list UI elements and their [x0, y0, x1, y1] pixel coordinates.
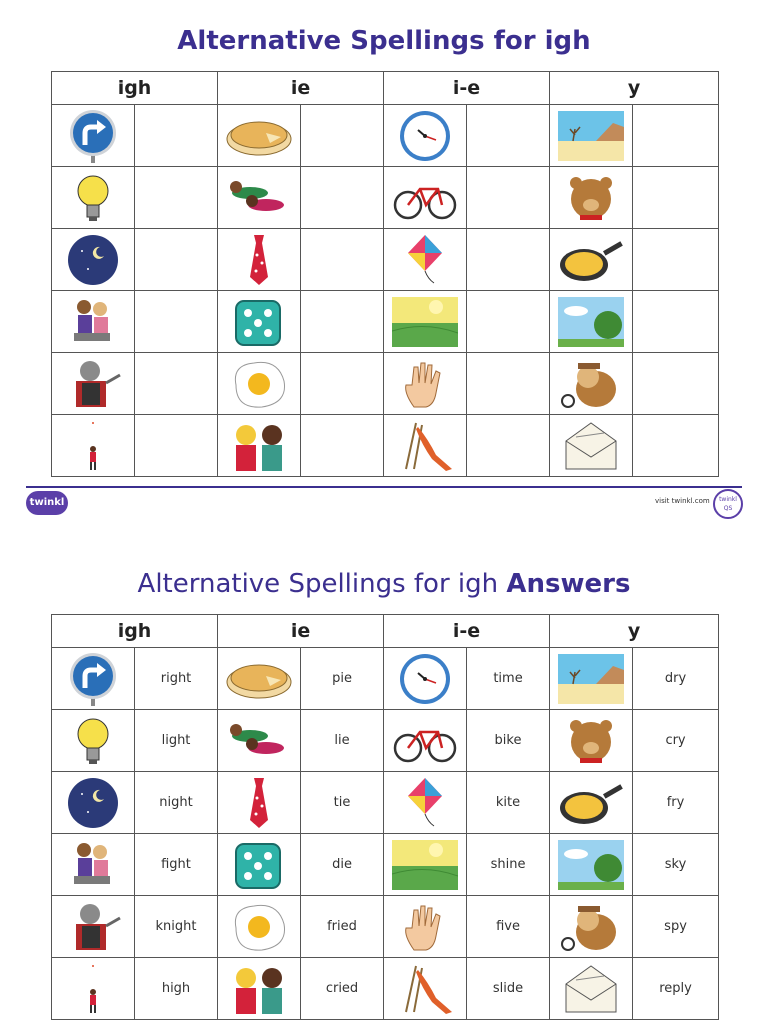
night-sky-icon	[60, 233, 126, 287]
picture-cell	[52, 834, 135, 896]
answer-cell: cried	[301, 958, 384, 1020]
picture-cell	[218, 834, 301, 896]
picture-cell	[550, 105, 633, 167]
die-icon	[226, 838, 292, 892]
right-turn-sign-icon	[60, 109, 126, 163]
sunshine-landscape-icon	[392, 295, 458, 349]
header-y: y	[550, 72, 719, 105]
picture-cell	[218, 958, 301, 1020]
light-bulb-icon	[60, 714, 126, 768]
picture-cell	[384, 291, 467, 353]
picture-cell	[550, 896, 633, 958]
worksheet-title: Alternative Spellings for igh	[177, 26, 591, 56]
blank-answer-cell[interactable]	[633, 291, 719, 353]
blank-answer-cell[interactable]	[135, 291, 218, 353]
picture-cell	[384, 415, 467, 477]
blank-answer-cell[interactable]	[301, 229, 384, 291]
picture-cell	[52, 772, 135, 834]
lying-children-icon	[226, 714, 292, 768]
picture-cell	[52, 105, 135, 167]
table-row	[52, 896, 719, 958]
blank-answer-cell[interactable]	[633, 167, 719, 229]
picture-cell	[550, 834, 633, 896]
answers-header-igh: igh	[52, 615, 218, 648]
knight-icon	[60, 357, 126, 411]
answer-cell: knight	[135, 896, 218, 958]
picture-cell	[550, 648, 633, 710]
answer-cell: sky	[633, 834, 719, 896]
light-bulb-icon	[60, 171, 126, 225]
picture-cell	[52, 229, 135, 291]
answers-header-i-e: i-e	[384, 615, 550, 648]
high-person-icon	[60, 419, 126, 473]
answers-header-ie: ie	[218, 615, 384, 648]
blank-answer-cell[interactable]	[633, 415, 719, 477]
picture-cell	[550, 291, 633, 353]
picture-cell	[218, 229, 301, 291]
picture-cell	[52, 353, 135, 415]
blank-answer-cell[interactable]	[301, 291, 384, 353]
picture-cell	[550, 167, 633, 229]
hand-five-icon	[392, 357, 458, 411]
answer-cell: dry	[633, 648, 719, 710]
picture-cell	[218, 648, 301, 710]
crying-bear-icon	[558, 171, 624, 225]
pie-icon	[226, 109, 292, 163]
answers-title	[0, 569, 768, 599]
table-row	[52, 710, 719, 772]
spy-dog-icon	[558, 357, 624, 411]
header-row	[52, 72, 719, 105]
answer-cell: kite	[467, 772, 550, 834]
answers-title-bold: Answers	[506, 569, 631, 599]
blank-answer-cell[interactable]	[135, 167, 218, 229]
answer-cell: cry	[633, 710, 719, 772]
blank-answer-cell[interactable]	[301, 353, 384, 415]
spy-dog-icon	[558, 900, 624, 954]
blank-answer-cell[interactable]	[135, 353, 218, 415]
picture-cell	[550, 772, 633, 834]
picture-cell	[550, 229, 633, 291]
kite-icon	[392, 776, 458, 830]
picture-cell	[384, 896, 467, 958]
picture-cell	[384, 105, 467, 167]
answer-cell: time	[467, 648, 550, 710]
picture-cell	[384, 772, 467, 834]
table-row	[52, 167, 719, 229]
blank-answer-cell[interactable]	[633, 229, 719, 291]
blank-answer-cell[interactable]	[633, 105, 719, 167]
picture-cell	[218, 353, 301, 415]
slide-icon	[392, 419, 458, 473]
footer-divider	[26, 486, 742, 488]
answers-table	[51, 614, 719, 1020]
pie-icon	[226, 652, 292, 706]
table-row	[52, 834, 719, 896]
table-row	[52, 648, 719, 710]
picture-cell	[52, 648, 135, 710]
answer-cell: five	[467, 896, 550, 958]
fighting-children-icon	[60, 838, 126, 892]
picture-cell	[218, 291, 301, 353]
answer-cell: reply	[633, 958, 719, 1020]
tie-icon	[226, 233, 292, 287]
blank-answer-cell[interactable]	[301, 415, 384, 477]
header-ie: ie	[218, 72, 384, 105]
header-igh: igh	[52, 72, 218, 105]
knight-icon	[60, 900, 126, 954]
desert-icon	[558, 652, 624, 706]
sunshine-landscape-icon	[392, 838, 458, 892]
lying-children-icon	[226, 171, 292, 225]
tie-icon	[226, 776, 292, 830]
answer-cell: lie	[301, 710, 384, 772]
picture-cell	[550, 958, 633, 1020]
bicycle-icon	[392, 714, 458, 768]
picture-cell	[52, 415, 135, 477]
header-i-e: i-e	[384, 72, 550, 105]
picture-cell	[52, 167, 135, 229]
picture-cell	[384, 834, 467, 896]
picture-cell	[550, 415, 633, 477]
answer-cell: spy	[633, 896, 719, 958]
blank-answer-cell[interactable]	[633, 353, 719, 415]
table-row	[52, 772, 719, 834]
answer-cell: right	[135, 648, 218, 710]
picture-cell	[384, 648, 467, 710]
answer-cell: slide	[467, 958, 550, 1020]
answer-cell: light	[135, 710, 218, 772]
table-row	[52, 415, 719, 477]
crying-children-icon	[226, 962, 292, 1016]
sky-landscape-icon	[558, 295, 624, 349]
crying-children-icon	[226, 419, 292, 473]
picture-cell	[384, 958, 467, 1020]
fried-egg-icon	[226, 900, 292, 954]
right-turn-sign-icon	[60, 652, 126, 706]
blank-answer-cell[interactable]	[135, 105, 218, 167]
night-sky-icon	[60, 776, 126, 830]
answer-cell: fight	[135, 834, 218, 896]
worksheet-table	[51, 71, 719, 477]
table-row	[52, 229, 719, 291]
blank-answer-cell[interactable]	[301, 105, 384, 167]
picture-cell	[384, 229, 467, 291]
table-row	[52, 353, 719, 415]
frying-pan-icon	[558, 776, 624, 830]
picture-cell	[384, 167, 467, 229]
picture-cell	[218, 896, 301, 958]
picture-cell	[52, 291, 135, 353]
answers-title-text: Alternative Spellings for igh	[137, 569, 499, 599]
blank-answer-cell[interactable]	[135, 229, 218, 291]
die-icon	[226, 295, 292, 349]
answers-header-row	[52, 615, 719, 648]
answer-cell: shine	[467, 834, 550, 896]
twinkl-logo: twinkl	[26, 491, 68, 515]
blank-answer-cell[interactable]	[467, 353, 550, 415]
blank-answer-cell[interactable]	[135, 415, 218, 477]
table-row	[52, 291, 719, 353]
picture-cell	[218, 167, 301, 229]
sky-landscape-icon	[558, 838, 624, 892]
answer-cell: fried	[301, 896, 384, 958]
picture-cell	[218, 710, 301, 772]
answer-cell: tie	[301, 772, 384, 834]
answer-cell: die	[301, 834, 384, 896]
clock-icon	[392, 109, 458, 163]
slide-icon	[392, 962, 458, 1016]
table-row	[52, 105, 719, 167]
answer-cell: fry	[633, 772, 719, 834]
picture-cell	[384, 353, 467, 415]
hand-five-icon	[392, 900, 458, 954]
picture-cell	[218, 105, 301, 167]
frying-pan-icon	[558, 233, 624, 287]
picture-cell	[550, 353, 633, 415]
fighting-children-icon	[60, 295, 126, 349]
blank-answer-cell[interactable]	[467, 291, 550, 353]
high-person-icon	[60, 962, 126, 1016]
crying-bear-icon	[558, 714, 624, 768]
picture-cell	[52, 896, 135, 958]
reply-letter-icon	[558, 419, 624, 473]
reply-letter-icon	[558, 962, 624, 1016]
picture-cell	[218, 415, 301, 477]
blank-answer-cell[interactable]	[467, 229, 550, 291]
answer-cell: high	[135, 958, 218, 1020]
quality-badge: twinkl QS	[713, 489, 743, 519]
picture-cell	[218, 772, 301, 834]
kite-icon	[392, 233, 458, 287]
answers-header-y: y	[550, 615, 719, 648]
blank-answer-cell[interactable]	[301, 167, 384, 229]
desert-icon	[558, 109, 624, 163]
answer-cell: pie	[301, 648, 384, 710]
picture-cell	[52, 710, 135, 772]
blank-answer-cell[interactable]	[467, 415, 550, 477]
picture-cell	[550, 710, 633, 772]
table-row	[52, 958, 719, 1020]
answer-cell: night	[135, 772, 218, 834]
answer-cell: bike	[467, 710, 550, 772]
fried-egg-icon	[226, 357, 292, 411]
clock-icon	[392, 652, 458, 706]
visit-link[interactable]: visit twinkl.com	[655, 497, 710, 505]
picture-cell	[52, 958, 135, 1020]
blank-answer-cell[interactable]	[467, 167, 550, 229]
blank-answer-cell[interactable]	[467, 105, 550, 167]
bicycle-icon	[392, 171, 458, 225]
picture-cell	[384, 710, 467, 772]
